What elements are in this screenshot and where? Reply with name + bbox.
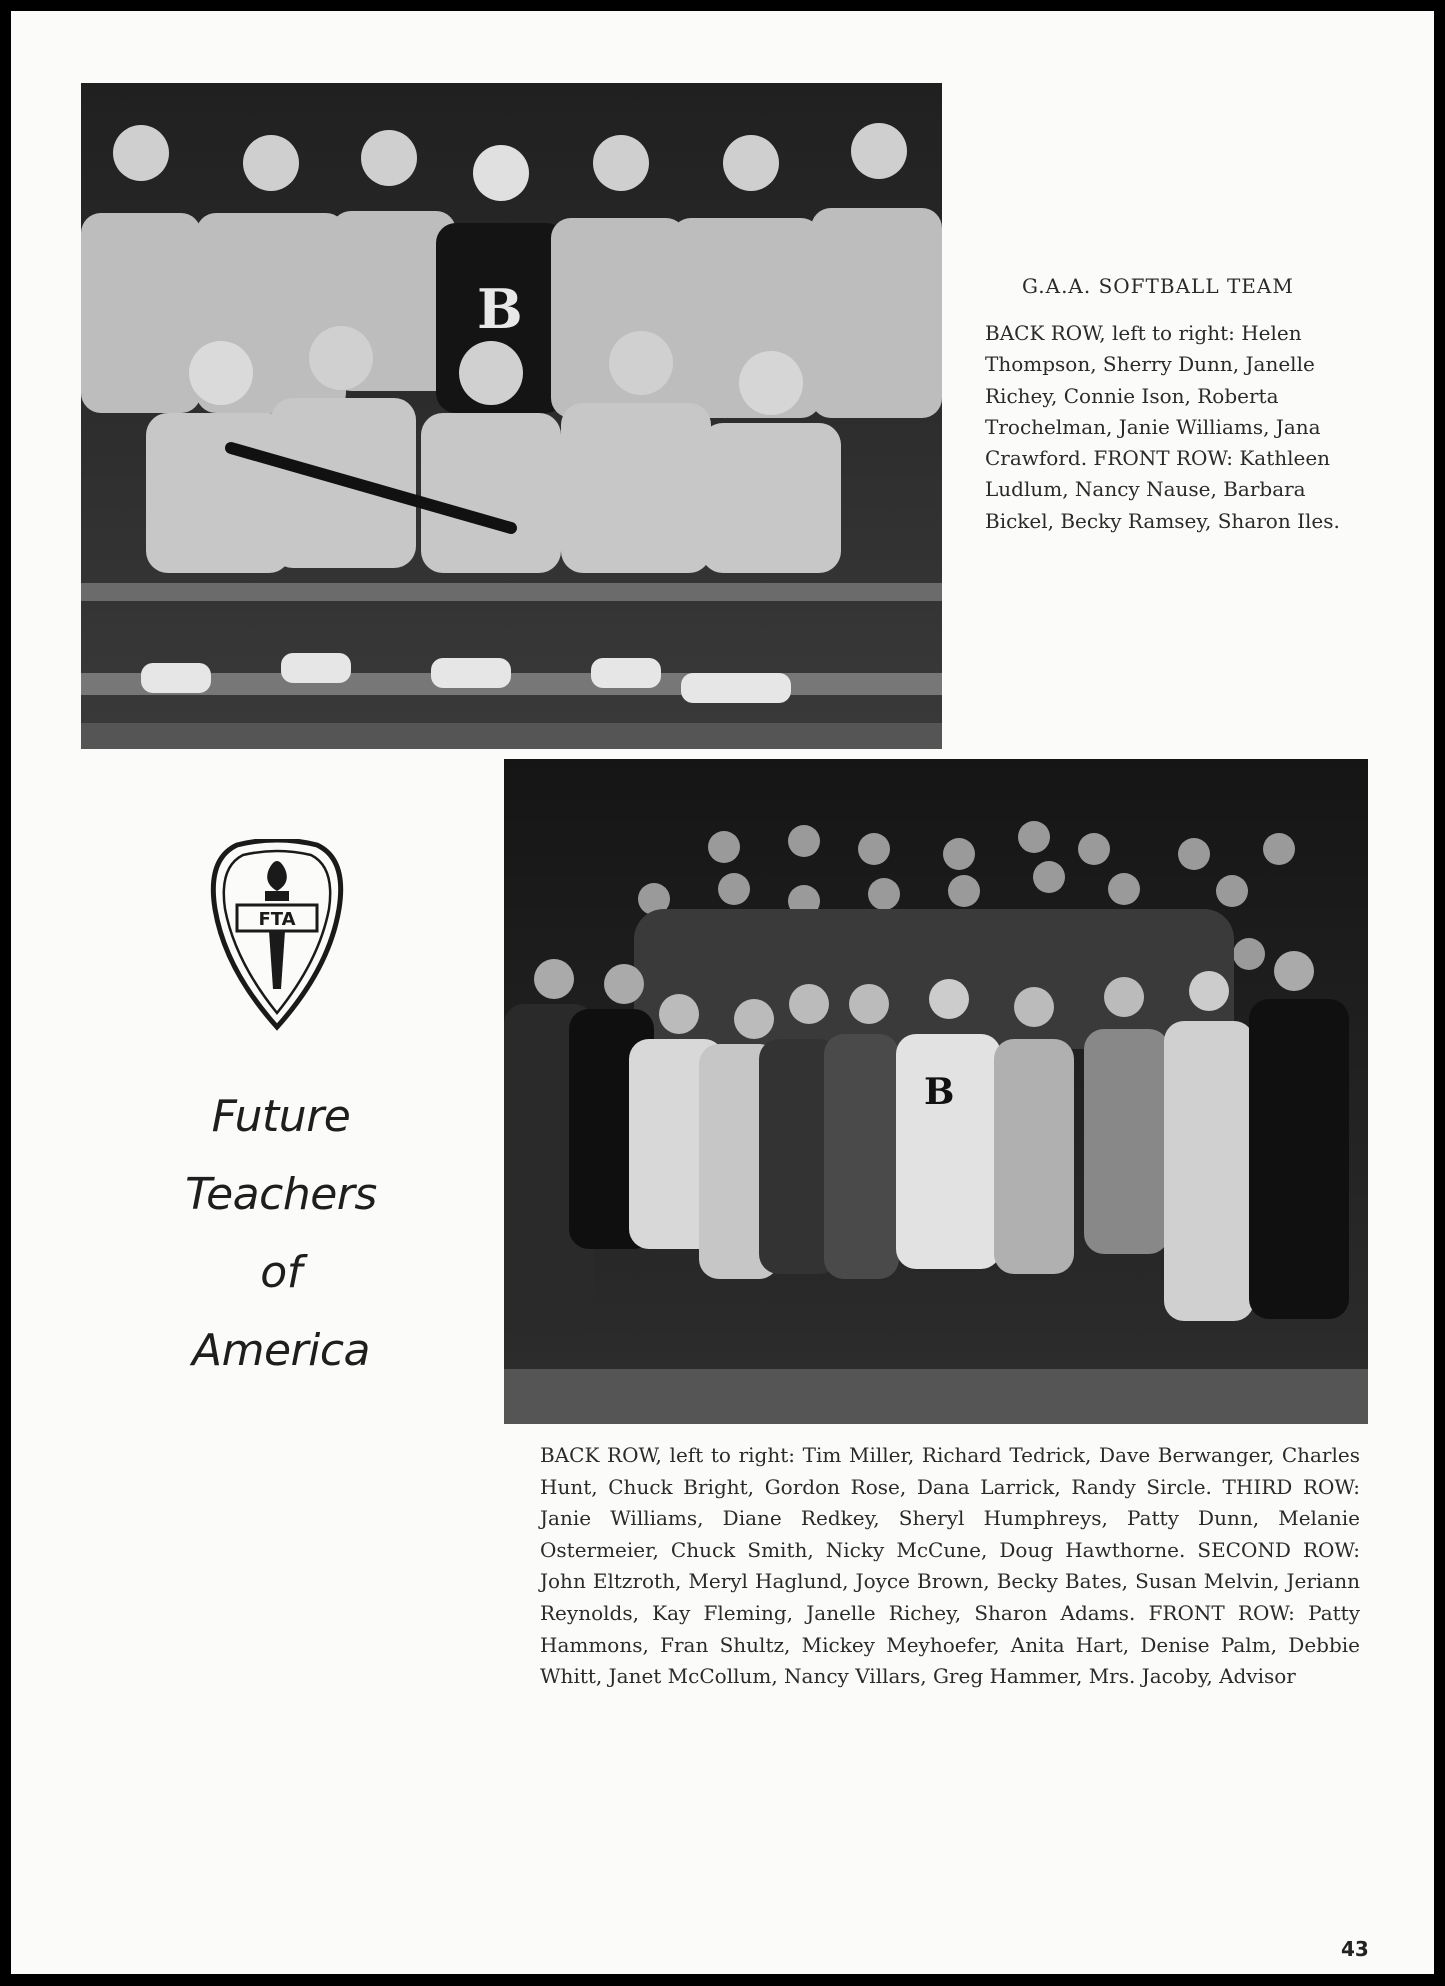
fta-caption: BACK ROW, left to right: Tim Miller, Richard Tedrick, Dave Berwanger, Charles Hunt, Chuck Bright, Gordon Rose, Dana Larrick, Randy Sircle. THIRD ROW: Janie Williams, Diane Redkey, Sheryl Humphreys, Patty Dunn, Melanie Ostermeier, Chuck Smith, Nicky McCune, Doug Hawthorne. SECOND ROW: John Eltzroth, Meryl Haglund, Joyce Brown, Becky Bates, Susan Melvin, Jeriann Reynolds, Kay Fleming, Janelle Richey, Sharon Adams. FRONT ROW: Patty Hammons, Fran Shultz, Mickey Meyhoefer, Anita Hart, Denise Palm, Debbie Whitt, Janet McCollum, Nancy Villars, Greg Hammer, Mrs. Jacoby, Advisor [540,1443,1360,1689]
yearbook-page [11,11,1434,1974]
page-number: 43 [1341,1937,1369,1961]
fta-title-line: Teachers [185,1169,377,1220]
fta-group-photo [504,759,1368,1424]
svg-text:B: B [924,1071,955,1113]
fta-title-line: Future [211,1091,351,1142]
fta-title-line: America [192,1325,370,1376]
fta-title-line: of [260,1247,302,1298]
svg-text:B: B [477,277,523,341]
fta-emblem-label: FTA [258,909,296,930]
fta-section-title [151,1078,411,1390]
fta-torch-emblem-icon [207,839,347,1031]
softball-caption: BACK ROW, left to right: Helen Thompson, Sherry Dunn, Janelle Richey, Connie Ison, Roberta Trochelman, Janie Williams, Jana Crawford. FRONT ROW: Kathleen Ludlum, Nancy Nause, Barbara Bickel, Becky Ramsey, Sharon Iles. [985,321,1340,533]
softball-caption-title: G.A.A. SOFTBALL TEAM [1022,274,1294,298]
softball-team-photo [81,83,942,749]
